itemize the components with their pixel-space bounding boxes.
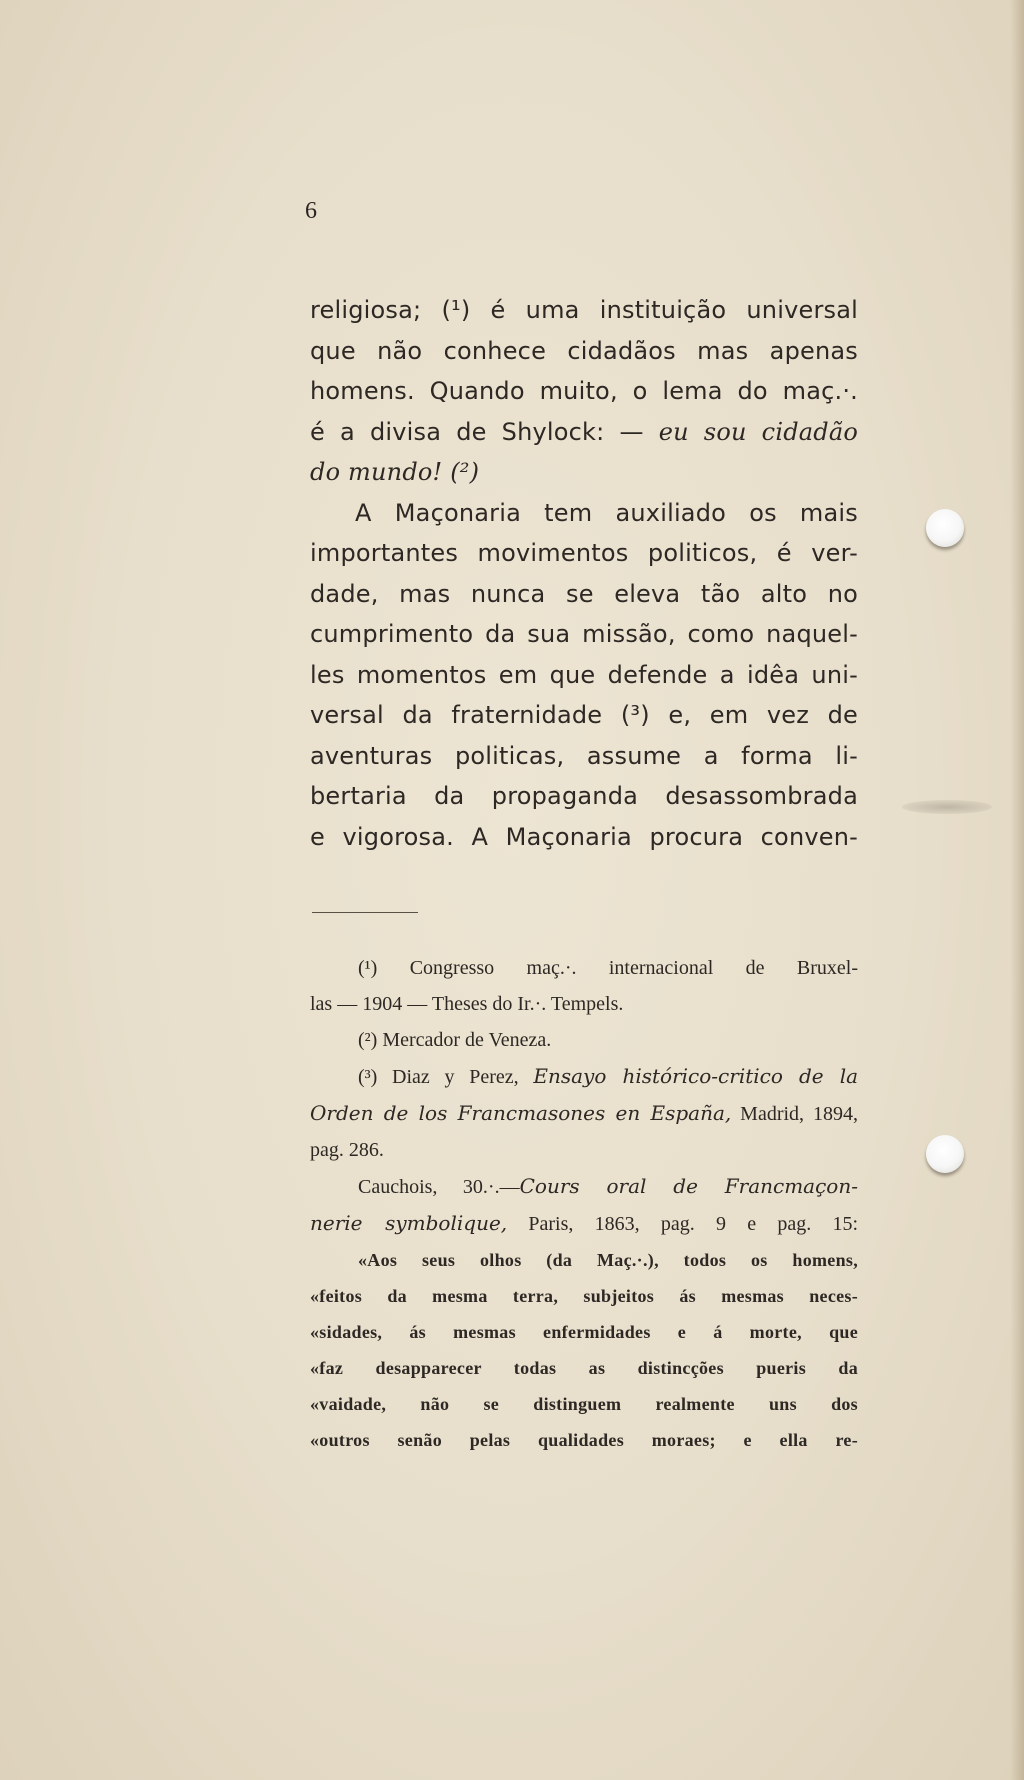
footnotes [310,950,858,1458]
quote-line: «vaidade, não se distinguem realmente uns dos [310,1394,858,1414]
text-span: Madrid, 1894, [731,1103,858,1125]
footnote-2: (²) Mercador de Veneza. [358,1029,552,1051]
italic-title: Ensayo histórico-critico de la [533,1064,859,1088]
punch-hole [926,509,964,547]
footnote-3-line [310,1095,858,1132]
quote-line: «feitos da mesma terra, subjeitos ás mesmas neces- [310,1286,858,1306]
footnote-1-line: (¹) Congresso maç.·. internacional de Bruxel- [358,957,858,979]
page-number: 6 [305,198,317,224]
text-line: e vigorosa. A Maçonaria procura conven- [310,822,858,851]
text-span: é a divisa de Shylock: — [310,417,659,446]
ink-smudge [902,800,992,814]
text-line-shylock [310,412,858,453]
text-line: bertaria da propaganda desassombrada [310,782,858,810]
italic-title: Cours oral de Francmaçon- [519,1174,858,1198]
text-line: dade, mas nunca se eleva tão alto no [310,579,858,608]
text-line: homens. Quando muito, o lema do maç.·. [310,377,858,405]
text-line: versal da fraternidade (³) e, em vez de [310,701,858,729]
footnote-cauchois-line [310,1205,858,1242]
italic-quote: eu sou cidadão [658,417,858,446]
footnote-cauchois-line [310,1168,858,1205]
footnote-3-line [310,1058,858,1095]
quote-line: «sidades, ás mesmas enfermidades e á morte, que [310,1322,858,1342]
text-line: les momentos em que defende a idêa uni- [310,660,858,689]
footnote-divider [312,912,418,913]
footnote-1-line: las — 1904 — Theses do Ir.·. Tempels. [310,993,624,1015]
italic-title: nerie symbolique, [310,1211,508,1235]
quote-line: «outros senão pelas qualidades moraes; e ella re- [310,1430,858,1450]
quotation [310,1242,858,1458]
punch-hole [926,1135,964,1173]
italic-title: Orden de los Francmasones en España, [310,1101,732,1125]
italic-quote-end: do mundo! (²) [310,458,480,486]
text-line: aventuras politicas, assume a forma li- [310,741,858,770]
text-span: Paris, 1863, pag. 9 e pag. 15: [507,1213,858,1235]
main-text [310,290,858,857]
text-span: Cauchois, 30.·.— [358,1176,520,1198]
text-span: (³) Diaz y Perez, [358,1066,534,1088]
text-line: que não conhece cidadãos mas apenas [310,336,858,365]
quote-line: «faz desapparecer todas as distincções pueris da [310,1358,858,1378]
footnote-3-page: pag. 286. [310,1139,384,1161]
paragraph-start: A Maçonaria tem auxiliado os mais [355,498,858,527]
text-line [310,452,858,493]
text-line: cumprimento da sua missão, como naquel- [310,620,858,648]
text-line: religiosa; (¹) é uma instituição universal [310,296,858,324]
quote-line: «Aos seus olhos (da Maç.·.), todos os homens, [358,1250,858,1270]
text-line: importantes movimentos politicos, é ver- [310,539,858,567]
